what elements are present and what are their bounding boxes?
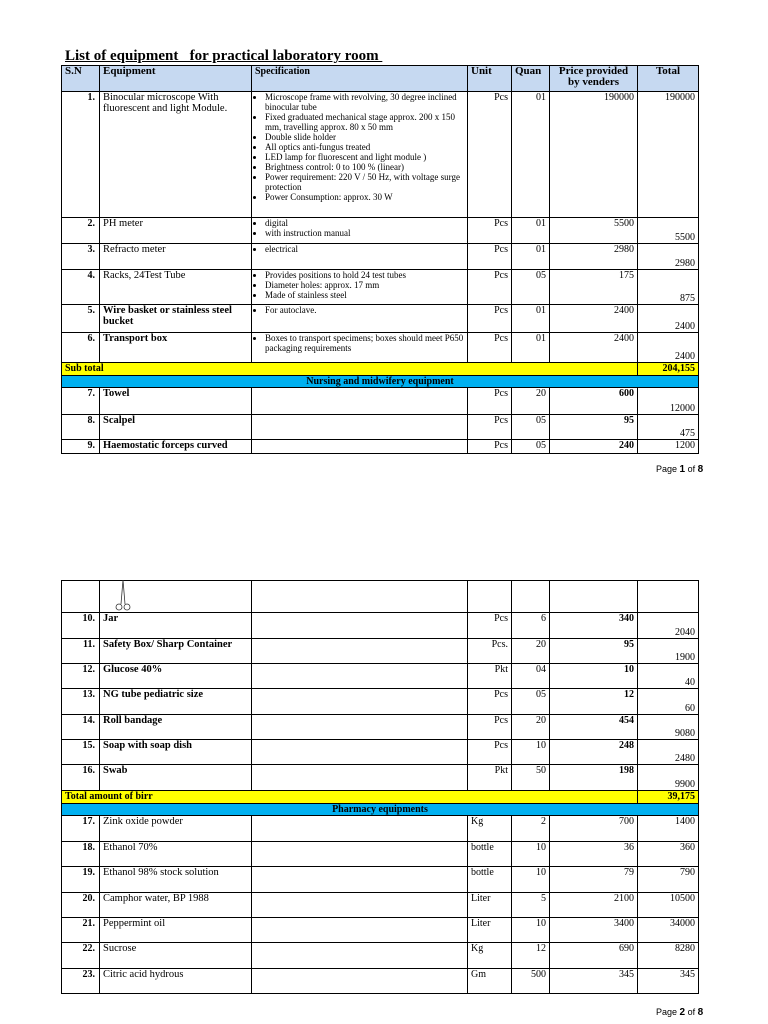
row-equipment: Zink oxide powder	[100, 816, 252, 842]
row-quantity: 2	[512, 816, 550, 842]
row-sn: 18.	[62, 842, 100, 867]
table-row-continuation	[62, 581, 699, 613]
row-equipment: Refracto meter	[100, 244, 252, 270]
spec-item: • For autoclave.	[265, 305, 464, 315]
row-sn: 11.	[62, 639, 100, 664]
table-row	[62, 613, 699, 639]
row-unit: Liter	[468, 893, 512, 918]
row-total: 2980	[638, 244, 699, 270]
spec-item: • Power requirement: 220 V / 50 Hz, with voltage surge protection	[265, 172, 464, 192]
row-sn: 19.	[62, 867, 100, 893]
spec-item: • Fixed graduated mechanical stage approx. 200 x 150 mm, travelling approx. 80 x 50 mm	[265, 112, 464, 132]
row-unit: Pkt	[468, 765, 512, 791]
row-quantity: 05	[512, 440, 550, 454]
table-row	[62, 765, 699, 791]
spec-item: • Diameter holes: approx. 17 mm	[265, 280, 464, 290]
row-quantity: 01	[512, 218, 550, 244]
table-row	[62, 305, 699, 333]
total-birr-row	[62, 791, 699, 804]
row-unit: Pcs	[468, 92, 512, 218]
row-unit: Pcs	[468, 388, 512, 415]
spec-item: • Brightness control: 0 to 100 % (linear)	[265, 162, 464, 172]
header-spec: Specification	[252, 66, 468, 92]
row-unit: bottle	[468, 842, 512, 867]
row-specification	[252, 92, 468, 218]
table-row	[62, 943, 699, 969]
total-birr-row-value: 39,175	[638, 791, 699, 804]
row-price: 248	[550, 740, 638, 765]
row-total: 2400	[638, 305, 699, 333]
spec-list	[255, 92, 464, 202]
spec-item: • Power Consumption: approx. 30 W	[265, 192, 464, 202]
row-total: 34000	[638, 918, 699, 943]
row-sn: 6.	[62, 333, 100, 363]
row-price: 175	[550, 270, 638, 305]
header-quan: Quan	[512, 66, 550, 92]
row-price: 95	[550, 639, 638, 664]
row-sn: 2.	[62, 218, 100, 244]
section-nursing-label: Nursing and midwifery equipment	[62, 376, 699, 388]
page2-table-body	[62, 581, 699, 994]
row-unit: bottle	[468, 867, 512, 893]
spec-list	[255, 244, 464, 254]
row-quantity: 20	[512, 715, 550, 740]
row-specification	[252, 664, 468, 689]
row-equipment: Ethanol 70%	[100, 842, 252, 867]
lab-equipment-table	[61, 65, 699, 454]
row-price: 2400	[550, 333, 638, 363]
row-equipment: Haemostatic forceps curved	[100, 440, 252, 454]
row-total: 9900	[638, 765, 699, 791]
row-total: 40	[638, 664, 699, 689]
table-row	[62, 664, 699, 689]
row-specification	[252, 388, 468, 415]
row-unit: Pcs	[468, 613, 512, 639]
row-equipment: Soap with soap dish	[100, 740, 252, 765]
row-price: 700	[550, 816, 638, 842]
table-row	[62, 388, 699, 415]
row-specification	[252, 893, 468, 918]
row-quantity: 500	[512, 969, 550, 994]
row-sn: 22.	[62, 943, 100, 969]
row-price: 340	[550, 613, 638, 639]
row-specification	[252, 639, 468, 664]
forceps-image	[113, 580, 133, 612]
row-equipment: Safety Box/ Sharp Container	[100, 639, 252, 664]
row-quantity: 12	[512, 943, 550, 969]
row-quantity: 01	[512, 244, 550, 270]
row-quantity: 6	[512, 613, 550, 639]
row-price: 240	[550, 440, 638, 454]
row-quantity: 04	[512, 664, 550, 689]
table-row	[62, 816, 699, 842]
row-sn: 16.	[62, 765, 100, 791]
row-equipment: PH meter	[100, 218, 252, 244]
header-price: Price provided by venders	[550, 66, 638, 92]
row-specification	[252, 740, 468, 765]
table-row	[62, 270, 699, 305]
row-unit: Pcs	[468, 715, 512, 740]
row-equipment: NG tube pediatric size	[100, 689, 252, 715]
spec-item: • LED lamp for fluorescent and light module )	[265, 152, 464, 162]
row-quantity: 10	[512, 918, 550, 943]
row-price: 12	[550, 689, 638, 715]
row-sn: 20.	[62, 893, 100, 918]
row-sn: 23.	[62, 969, 100, 994]
spec-item: • with instruction manual	[265, 228, 464, 238]
row-specification	[252, 218, 468, 244]
row-price: 5500	[550, 218, 638, 244]
row-sn: 10.	[62, 613, 100, 639]
row-price: 600	[550, 388, 638, 415]
subtotal-row-label: Sub total	[62, 363, 638, 376]
table-row	[62, 244, 699, 270]
table-row	[62, 440, 699, 454]
row-price: 198	[550, 765, 638, 791]
row-unit: Pcs	[468, 305, 512, 333]
row-sn: 14.	[62, 715, 100, 740]
row-equipment: Towel	[100, 388, 252, 415]
row-price: 2400	[550, 305, 638, 333]
page-number-2: Page 2 of 8	[656, 1007, 704, 1018]
row-quantity: 01	[512, 305, 550, 333]
row-equipment: Binocular microscope With fluorescent and light Module.	[100, 92, 252, 218]
row-unit: Pcs.	[468, 639, 512, 664]
row-sn: 1.	[62, 92, 100, 218]
row-specification	[252, 765, 468, 791]
header-total: Total	[638, 66, 699, 92]
spec-list	[255, 333, 464, 353]
row-equipment: Camphor water, BP 1988	[100, 893, 252, 918]
row-unit: Kg	[468, 943, 512, 969]
row-quantity: 05	[512, 270, 550, 305]
row-equipment: Roll bandage	[100, 715, 252, 740]
row-sn: 5.	[62, 305, 100, 333]
row-equipment: Scalpel	[100, 415, 252, 440]
row-total: 475	[638, 415, 699, 440]
table-row	[62, 842, 699, 867]
table-row	[62, 689, 699, 715]
row-price: 79	[550, 867, 638, 893]
row-price: 95	[550, 415, 638, 440]
row-sn: 9.	[62, 440, 100, 454]
header-sn: S.N	[62, 66, 100, 92]
row-unit: Gm	[468, 969, 512, 994]
table-header-row	[62, 66, 699, 92]
row-specification	[252, 689, 468, 715]
row-specification	[252, 918, 468, 943]
lab-table-body	[62, 66, 699, 454]
row-sn: 13.	[62, 689, 100, 715]
row-quantity: 01	[512, 333, 550, 363]
page-number-1: Page 1 of 8	[656, 464, 704, 475]
row-sn: 3.	[62, 244, 100, 270]
spec-item: • Double slide holder	[265, 132, 464, 142]
table-row	[62, 740, 699, 765]
subtotal-row	[62, 363, 699, 376]
row-equipment: Jar	[100, 613, 252, 639]
row-total: 2480	[638, 740, 699, 765]
row-quantity: 20	[512, 639, 550, 664]
row-total: 345	[638, 969, 699, 994]
row-quantity: 5	[512, 893, 550, 918]
row-quantity: 10	[512, 867, 550, 893]
subtotal-row-value: 204,155	[638, 363, 699, 376]
row-specification	[252, 270, 468, 305]
row-total: 12000	[638, 388, 699, 415]
row-specification	[252, 867, 468, 893]
row-specification	[252, 969, 468, 994]
row-total: 1900	[638, 639, 699, 664]
row-total: 10500	[638, 893, 699, 918]
row-total: 1400	[638, 816, 699, 842]
table-row	[62, 918, 699, 943]
row-unit: Pkt	[468, 664, 512, 689]
spec-item: • digital	[265, 218, 464, 228]
row-price: 690	[550, 943, 638, 969]
row-unit: Pcs	[468, 740, 512, 765]
table-row	[62, 639, 699, 664]
row-price: 345	[550, 969, 638, 994]
row-total: 1200	[638, 440, 699, 454]
row-sn: 17.	[62, 816, 100, 842]
row-price: 454	[550, 715, 638, 740]
table-row	[62, 715, 699, 740]
row-sn: 12.	[62, 664, 100, 689]
section-nursing	[62, 376, 699, 388]
row-equipment: Swab	[100, 765, 252, 791]
row-total: 2040	[638, 613, 699, 639]
spec-list	[255, 305, 464, 315]
row-equipment: Transport box	[100, 333, 252, 363]
section-pharmacy	[62, 804, 699, 816]
row-total: 9080	[638, 715, 699, 740]
row-quantity: 10	[512, 740, 550, 765]
row-specification	[252, 305, 468, 333]
spec-item: • Provides positions to hold 24 test tubes	[265, 270, 464, 280]
row-equipment: Sucrose	[100, 943, 252, 969]
spec-list	[255, 218, 464, 238]
row-specification	[252, 333, 468, 363]
table-row	[62, 969, 699, 994]
row-equipment: Ethanol 98% stock solution	[100, 867, 252, 893]
table-row	[62, 415, 699, 440]
spec-list	[255, 270, 464, 300]
table-row	[62, 867, 699, 893]
row-unit: Pcs	[468, 218, 512, 244]
row-total: 875	[638, 270, 699, 305]
row-sn: 15.	[62, 740, 100, 765]
row-unit: Liter	[468, 918, 512, 943]
row-equipment: Citric acid hydrous	[100, 969, 252, 994]
row-quantity: 50	[512, 765, 550, 791]
spec-item: • Made of stainless steel	[265, 290, 464, 300]
row-quantity: 05	[512, 415, 550, 440]
document-title: List of equipment for practical laboratory room	[65, 48, 383, 64]
row-total: 2400	[638, 333, 699, 363]
row-sn: 8.	[62, 415, 100, 440]
row-sn: 21.	[62, 918, 100, 943]
row-unit: Pcs	[468, 415, 512, 440]
row-unit: Pcs	[468, 689, 512, 715]
spec-item: • Boxes to transport specimens; boxes should meet P650 packaging requirements	[265, 333, 464, 353]
row-equipment: Peppermint oil	[100, 918, 252, 943]
row-equipment: Wire basket or stainless steel bucket	[100, 305, 252, 333]
row-price: 10	[550, 664, 638, 689]
header-unit: Unit	[468, 66, 512, 92]
equipment-table-page-2	[61, 580, 699, 994]
table-row	[62, 92, 699, 218]
row-total: 5500	[638, 218, 699, 244]
row-specification	[252, 715, 468, 740]
row-quantity: 01	[512, 92, 550, 218]
table-row	[62, 218, 699, 244]
row-unit: Pcs	[468, 244, 512, 270]
row-specification	[252, 244, 468, 270]
row-price: 36	[550, 842, 638, 867]
row-total: 360	[638, 842, 699, 867]
row-specification	[252, 943, 468, 969]
row-sn: 7.	[62, 388, 100, 415]
row-specification	[252, 816, 468, 842]
header-equipment: Equipment	[100, 66, 252, 92]
row-price: 2100	[550, 893, 638, 918]
table-row	[62, 333, 699, 363]
row-price: 190000	[550, 92, 638, 218]
row-unit: Pcs	[468, 270, 512, 305]
row-specification	[252, 613, 468, 639]
row-quantity: 20	[512, 388, 550, 415]
section-pharmacy-label: Pharmacy equipments	[62, 804, 699, 816]
row-equipment: Racks, 24Test Tube	[100, 270, 252, 305]
row-unit: Pcs	[468, 333, 512, 363]
row-quantity: 05	[512, 689, 550, 715]
row-price: 3400	[550, 918, 638, 943]
row-quantity: 10	[512, 842, 550, 867]
spec-item: • electrical	[265, 244, 464, 254]
row-specification	[252, 440, 468, 454]
row-total: 8280	[638, 943, 699, 969]
row-specification	[252, 415, 468, 440]
row-total: 190000	[638, 92, 699, 218]
table-row	[62, 893, 699, 918]
row-equipment: Glucose 40%	[100, 664, 252, 689]
total-birr-row-label: Total amount of birr	[62, 791, 638, 804]
spec-item: • Microscope frame with revolving, 30 degree inclined binocular tube	[265, 92, 464, 112]
spec-item: • All optics anti-fungus treated	[265, 142, 464, 152]
row-total: 790	[638, 867, 699, 893]
row-price: 2980	[550, 244, 638, 270]
row-unit: Kg	[468, 816, 512, 842]
row-specification	[252, 842, 468, 867]
row-sn: 4.	[62, 270, 100, 305]
row-total: 60	[638, 689, 699, 715]
row-unit: Pcs	[468, 440, 512, 454]
